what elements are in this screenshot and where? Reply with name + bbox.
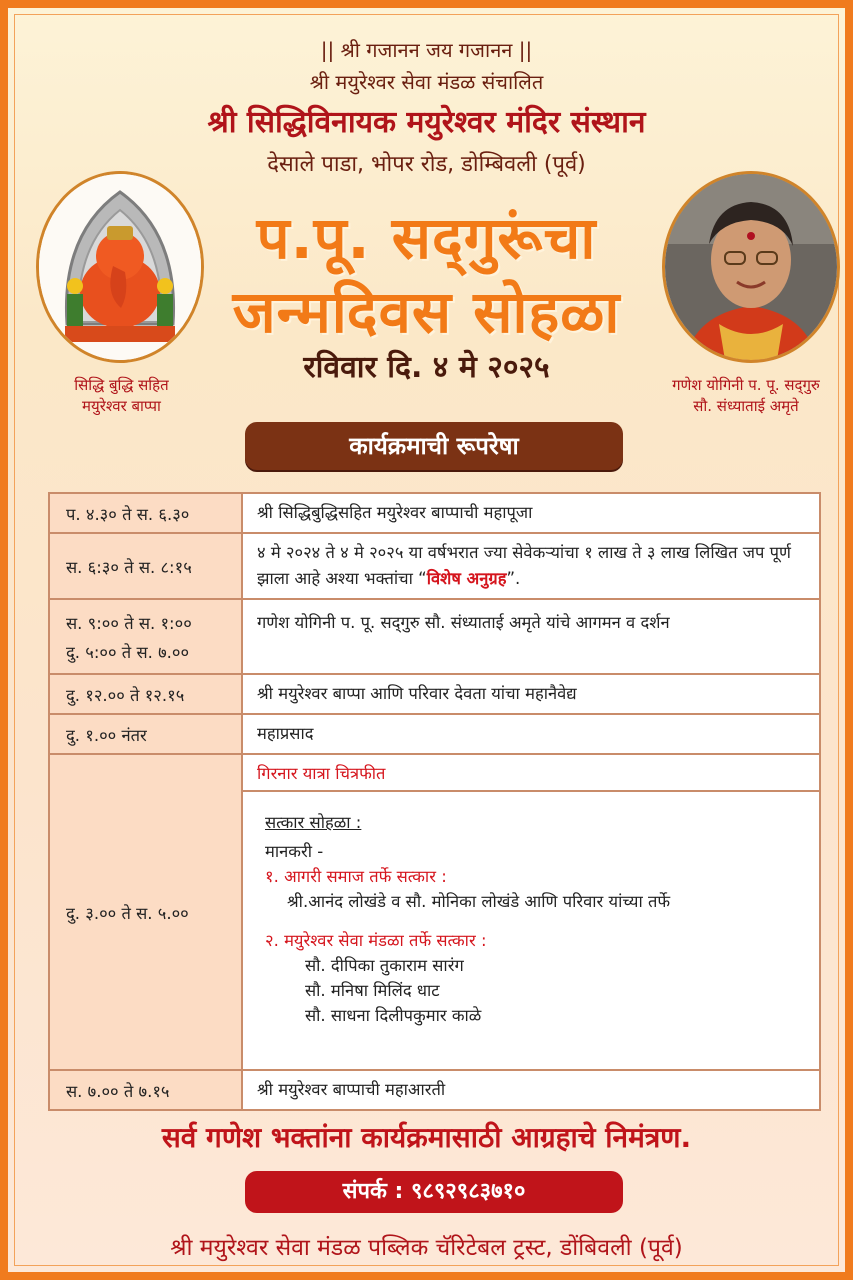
felicitation-heading: सत्कार सोहळा : [265, 813, 362, 832]
time-cell: दु. १२.०० ते १२.१५ [49, 674, 242, 714]
organizer-line: श्री मयुरेश्वर सेवा मंडळ संचालित [309, 70, 544, 94]
guru-caption-line2: सौ. संध्याताई अमृते [693, 397, 799, 415]
description-cell: श्री मयुरेश्वर बाप्पाची महाआरती [242, 1070, 820, 1110]
table-row [49, 599, 820, 674]
guru-portrait-image [662, 171, 840, 363]
description-cell [242, 754, 820, 1070]
time-cell: प. ४.३० ते स. ६.३० [49, 493, 242, 533]
time-cell [49, 599, 242, 674]
guru-caption-line1: गणेश योगिनी प. पू. सद्‌गुरु [672, 376, 820, 394]
guru-portrait-icon [665, 174, 837, 360]
ganesh-idol-icon [39, 174, 201, 360]
program-outline-banner: कार्यक्रमाची रूपरेषा [245, 422, 623, 470]
idol-caption-line2: मयुरेश्वर बाप्पा [82, 397, 161, 415]
time-slot-2: दु. ५:०० ते स. ७.०० [66, 642, 190, 662]
table-row [49, 1070, 820, 1110]
table-row [49, 493, 820, 533]
event-date: रविवार दि. ४ मे २०२५ [303, 350, 550, 385]
felicitation-block [243, 792, 819, 1038]
time-cell: दु. १.०० नंतर [49, 714, 242, 754]
description-cell: महाप्रसाद [242, 714, 820, 754]
felicitation-item1-names: श्री.आनंद लोखंडे व सौ. मोनिका लोखंडे आणि परिवार यांच्या तर्फे [287, 892, 671, 911]
anugraha-highlight: विशेष अनुग्रह [426, 569, 507, 588]
description-cell [242, 533, 820, 599]
description-cell: श्री मयुरेश्वर बाप्पा आणि परिवार देवता यांचा महानैवेद्य [242, 674, 820, 714]
table-row [49, 533, 820, 599]
trust-footer: श्री मयुरेश्वर सेवा मंडळ पब्लिक चॅरिटेबल ट्रस्ट, डोंबिवली (पूर्व) [170, 1235, 683, 1261]
idol-caption-line1: सिद्धि बुद्धि सहित [74, 376, 169, 394]
felicitation-name: सौ. दीपिका तुकाराम सारंग [305, 956, 464, 975]
ganesh-idol-image [36, 171, 204, 363]
event-title-line2: जन्मदिवस सोहळा [232, 278, 621, 346]
schedule-table [48, 492, 821, 1111]
invitation-text: सर्व गणेश भक्तांना कार्यक्रमासाठी आग्रहाचे निमंत्रण. [161, 1121, 692, 1154]
anugraha-end: ”. [506, 569, 521, 588]
idol-caption [34, 375, 209, 417]
film-line: गिरनार यात्रा चित्रफीत [243, 755, 819, 792]
event-title-line1: प.पू. सद्‌गुरूंचा [256, 204, 597, 272]
invocation-line: || श्री गजानन जय गजानन || [320, 38, 533, 62]
time-cell: दु. ३.०० ते स. ५.०० [49, 754, 242, 1070]
description-cell: गणेश योगिनी प. पू. सद्‌गुरु सौ. संध्याताई अमृते यांचे आगमन व दर्शन [242, 599, 820, 674]
felicitation-item1-title: १. आगरी समाज तर्फे सत्कार : [265, 867, 447, 886]
contact-badge: संपर्क : ९८९२९८३७१० [245, 1171, 623, 1213]
description-cell: श्री सिद्धिबुद्धिसहित मयुरेश्वर बाप्पाची महापूजा [242, 493, 820, 533]
table-row [49, 754, 820, 1070]
time-cell: स. ७.०० ते ७.१५ [49, 1070, 242, 1110]
time-cell: स. ६:३० ते स. ८:१५ [49, 533, 242, 599]
temple-address: देसाले पाडा, भोपर रोड, डोम्बिवली (पूर्व) [267, 152, 586, 177]
temple-name: श्री सिद्धिविनायक मयुरेश्वर मंदिर संस्थान [207, 105, 646, 140]
mankari-label: मानकरी - [265, 842, 324, 861]
table-row [49, 674, 820, 714]
felicitation-item2-title: २. मयुरेश्वर सेवा मंडळा तर्फे सत्कार : [265, 931, 487, 950]
table-row [49, 714, 820, 754]
felicitation-name: सौ. मनिषा मिलिंद धाट [305, 981, 440, 1000]
time-slot-1: स. ९:०० ते स. १:०० [66, 613, 192, 633]
anugraha-text: ४ मे २०२४ ते ४ मे २०२५ या वर्षभरात ज्या सेवेकऱ्यांचा १ लाख ते ३ लाख लिखित जप पूर्ण झाला आहे अश्या भक्तांचा “ [257, 543, 791, 588]
felicitation-name: सौ. साधना दिलीपकुमार काळे [305, 1006, 482, 1025]
guru-caption [634, 375, 853, 417]
